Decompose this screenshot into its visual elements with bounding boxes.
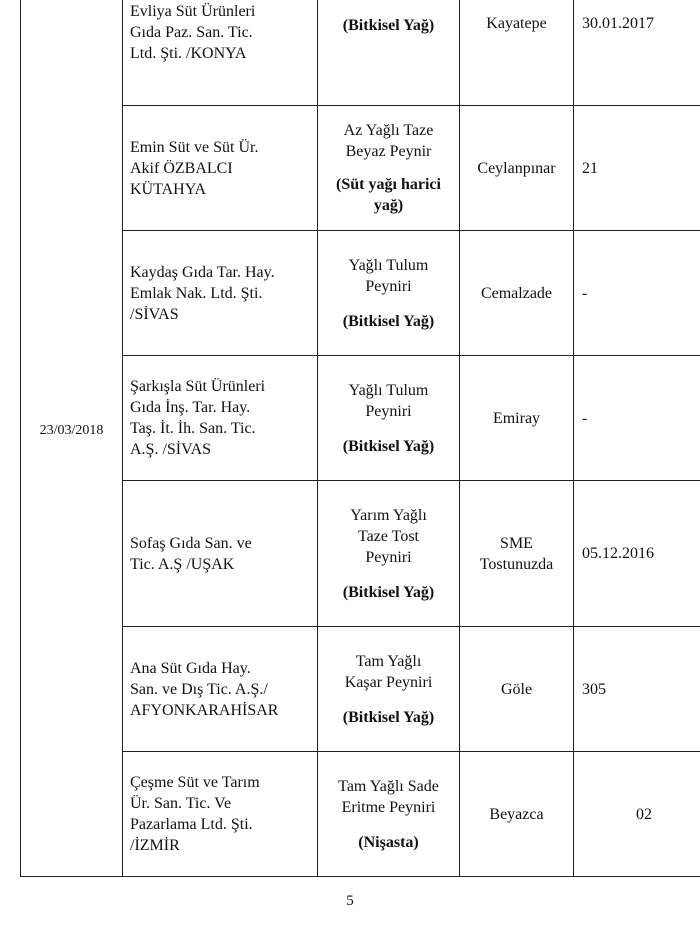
table-row: [21, 752, 700, 877]
lot-cell: 21: [574, 106, 700, 231]
product-cell: Tam Yağlı Kaşar Peyniri (Bitkisel Yağ): [318, 627, 460, 752]
firm-cell: Çeşme Süt ve Tarım Ür. San. Tic. Ve Pazarlama Ltd. Şti. /İZMİR: [123, 752, 318, 877]
lot-cell: 02: [574, 752, 700, 877]
inspection-table: [20, 0, 700, 877]
product-cell: Yağlı Tulum Peyniri (Bitkisel Yağ): [318, 231, 460, 356]
product-cell: Az Yağlı Taze Beyaz Peynir (Süt yağı harici yağ): [318, 106, 460, 231]
lot-cell: 30.01.2017: [574, 0, 700, 106]
firm-cell: Sofaş Gıda San. ve Tic. A.Ş /UŞAK: [123, 481, 318, 627]
brand-cell: Kayatepe: [460, 0, 574, 106]
firm-cell: Emin Süt ve Süt Ür. Akif ÖZBALCI KÜTAHYA: [123, 106, 318, 231]
firm-cell: Kaydaş Gıda Tar. Hay. Emlak Nak. Ltd. Şti. /SİVAS: [123, 231, 318, 356]
brand-cell: Emiray: [460, 356, 574, 481]
table-row: [21, 231, 700, 356]
firm-cell: Evliya Süt Ürünleri Gıda Paz. San. Tic. Ltd. Şti. /KONYA: [123, 0, 318, 106]
brand-cell: SME Tostunuzda: [460, 481, 574, 627]
brand-cell: Beyazca: [460, 752, 574, 877]
table-row: [21, 627, 700, 752]
product-cell: Yağlı Tulum Peyniri (Bitkisel Yağ): [318, 356, 460, 481]
brand-cell: Ceylanpınar: [460, 106, 574, 231]
brand-cell: Cemalzade: [460, 231, 574, 356]
lot-cell: -: [574, 231, 700, 356]
lot-cell: -: [574, 356, 700, 481]
product-cell: Tam Yağlı Sade Eritme Peyniri (Nişasta): [318, 752, 460, 877]
product-cell: Yarım Yağlı Taze Tost Peyniri (Bitkisel Yağ): [318, 481, 460, 627]
page-number: 5: [346, 893, 354, 909]
table-row: [21, 356, 700, 481]
firm-cell: Şarkışla Süt Ürünleri Gıda İnş. Tar. Hay. Taş. İt. İh. San. Tic. A.Ş. /SİVAS: [123, 356, 318, 481]
firm-cell: Ana Süt Gıda Hay. San. ve Dış Tic. A.Ş./ AFYONKARAHİSAR: [123, 627, 318, 752]
table-row: [21, 106, 700, 231]
table-row: [21, 0, 700, 106]
lot-cell: 305: [574, 627, 700, 752]
date-cell: 23/03/2018: [21, 0, 123, 877]
product-cell: (Bitkisel Yağ): [318, 0, 460, 106]
lot-cell: 05.12.2016: [574, 481, 700, 627]
brand-cell: Göle: [460, 627, 574, 752]
table-row: [21, 481, 700, 627]
